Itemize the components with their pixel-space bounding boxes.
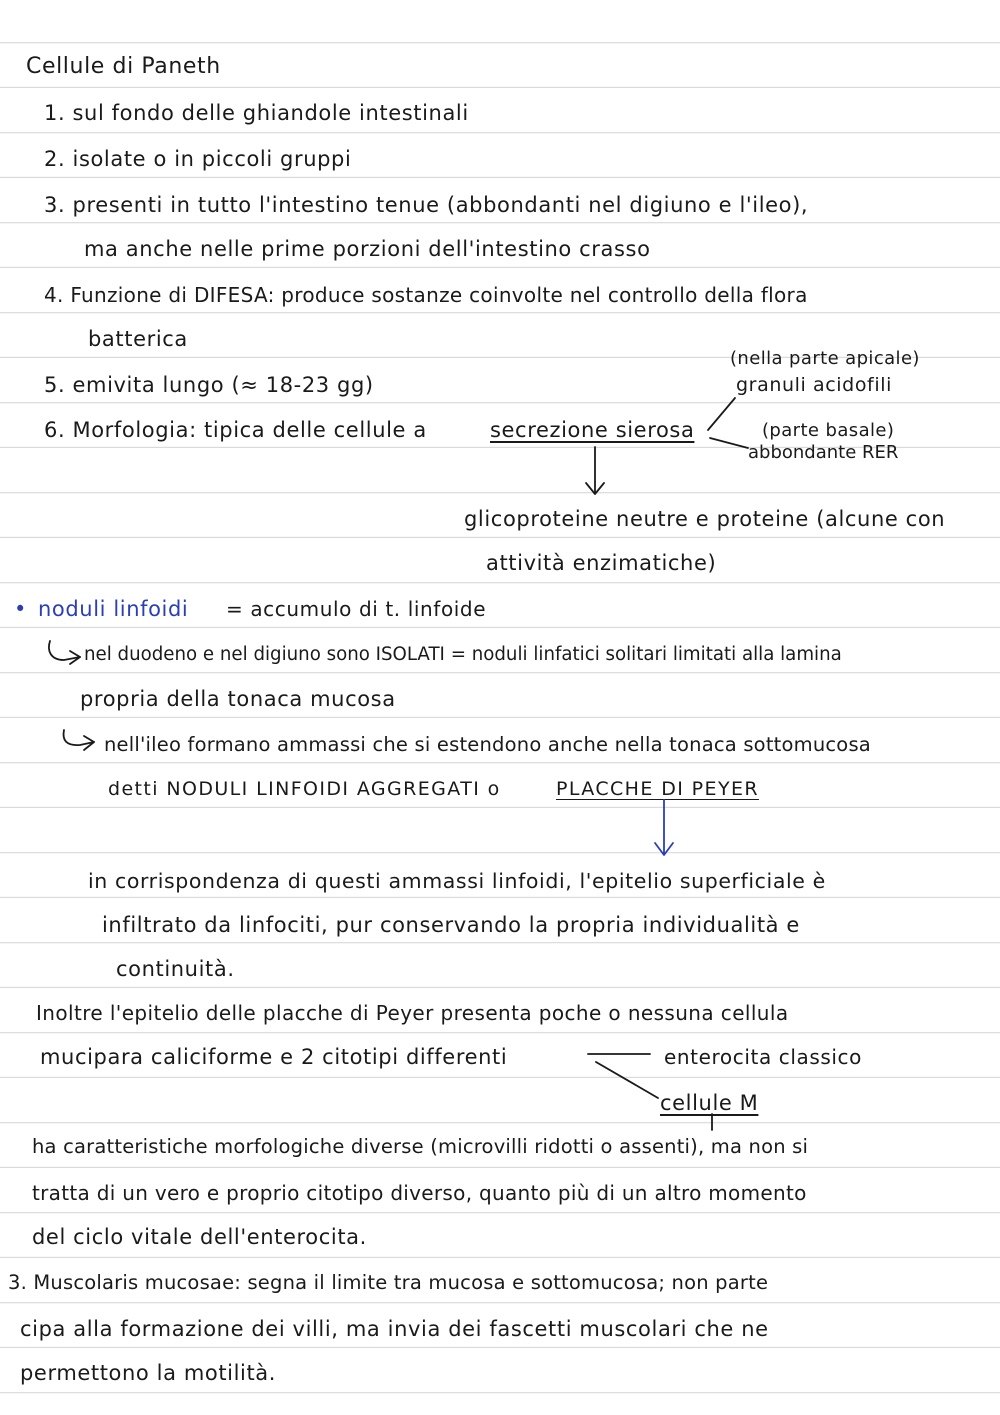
peyer-line-2: mucipara caliciforme e 2 citotipi differenti [40,1045,508,1069]
consequence-line-1: in corrispondenza di questi ammassi linfoidi, l'epitelio superficiale è [88,869,826,893]
secretion-result-1: glicoproteine neutre e proteine (alcune con [464,507,946,531]
branch-apical-line [708,398,735,430]
paneth-item-4: 4. Funzione di DIFESA: produce sostanze coinvolte nel controllo della flora [44,283,808,307]
basal-note: (parte basale) [762,420,895,441]
apical-note: (nella parte apicale) [730,348,920,369]
consequence-line-2: infiltrato da linfociti, pur conservando la propria individualità e [102,913,800,937]
paneth-item-2: 2. isolate o in piccoli gruppi [44,147,352,171]
paneth-item-5: 5. emivita lungo (≈ 18-23 gg) [44,373,374,397]
citotipo-enterocita: enterocita classico [664,1045,862,1069]
branch-basal-line [710,438,748,448]
hook-arrow-2 [64,730,94,745]
page-title: Cellule di Paneth [26,54,221,79]
muscolaris-line-3: permettono la motilità. [20,1361,277,1385]
paneth-item-3: 3. presenti in tutto l'intestino tenue (abbondanti nel digiuno e l'ileo), [44,193,809,217]
apical-value: granuli acidofili [736,374,892,396]
ileo-line-2: detti NODULI LINFOIDI AGGREGATI o [108,778,501,800]
citotipo-cellule-m: cellule M [660,1091,759,1115]
peyer-label: PLACCHE DI PEYER [556,778,759,800]
noduli-term: noduli linfoidi [38,597,189,621]
muscolaris-line-2: cipa alla formazione dei villi, ma invia dei fascetti muscolari che ne [20,1317,769,1341]
paneth-item-1: 1. sul fondo delle ghiandole intestinali [44,101,469,125]
cellule-m-desc-1: ha caratteristiche morfologiche diverse (microvilli ridotti o assenti), ma non si [32,1135,809,1158]
cellule-m-desc-3: del ciclo vitale dell'enterocita. [32,1225,367,1249]
branch-cellule-m-line [596,1062,658,1098]
consequence-line-3: continuità. [116,957,235,981]
secretion-result-2: attività enzimatiche) [486,551,717,575]
paneth-item-6: 6. Morfologia: tipica delle cellule a [44,418,427,442]
paneth-item-4-cont: batterica [88,327,188,351]
secretion-label: secrezione sierosa [490,418,695,442]
muscolaris-line-1: 3. Muscolaris mucosae: segna il limite tra mucosa e sottomucosa; non parte [8,1271,769,1294]
bullet: • [14,597,27,621]
duodeno-line-1: nel duodeno e nel digiuno sono ISOLATI = noduli linfatici solitari limitati alla lamina [84,644,842,665]
paneth-item-3-cont: ma anche nelle prime porzioni dell'intestino crasso [84,237,651,261]
cellule-m-desc-2: tratta di un vero e proprio citotipo diverso, quanto più di un altro momento [32,1181,807,1205]
duodeno-line-2: propria della tonaca mucosa [80,687,396,711]
ileo-line-1: nell'ileo formano ammassi che si estendono anche nella tonaca sottomucosa [104,733,871,756]
basal-value: abbondante RER [748,442,899,463]
noduli-definition: = accumulo di t. linfoide [226,597,487,621]
hook-arrow-1 [49,641,80,660]
peyer-line-1: Inoltre l'epitelio delle placche di Peyer presenta poche o nessuna cellula [36,1001,789,1025]
